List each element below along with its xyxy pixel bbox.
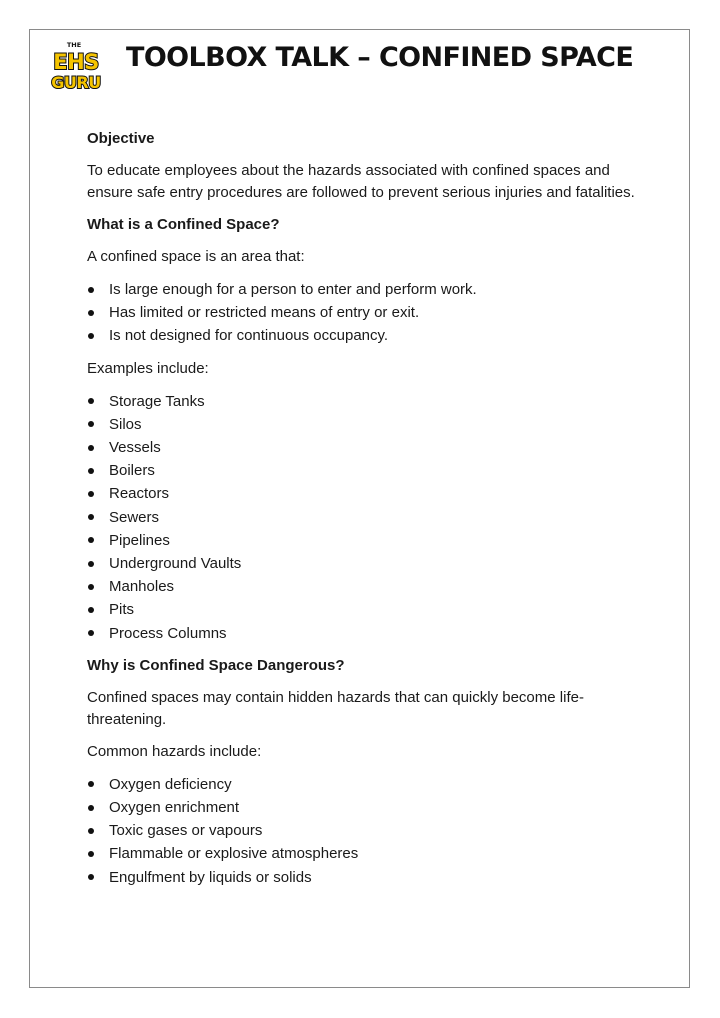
bullet-icon bbox=[88, 874, 94, 880]
list-item-text: Flammable or explosive atmospheres bbox=[109, 845, 359, 863]
bullet-icon bbox=[88, 445, 94, 451]
list-item bbox=[87, 459, 647, 482]
svg-text:GURU: GURU bbox=[51, 73, 101, 92]
list-item-text: Vessels bbox=[109, 439, 161, 457]
what-heading: What is a Confined Space? bbox=[87, 216, 280, 233]
bullet-icon bbox=[88, 607, 94, 613]
bullet-icon bbox=[88, 287, 94, 293]
bullet-icon bbox=[88, 561, 94, 567]
list-item-text: Has limited or restricted means of entry or exit. bbox=[109, 304, 420, 322]
list-item bbox=[87, 819, 647, 842]
list-item-text: Is not designed for continuous occupancy. bbox=[109, 327, 389, 345]
list-item bbox=[87, 529, 647, 552]
bullet-icon bbox=[88, 310, 94, 316]
list-item bbox=[87, 301, 647, 324]
svg-text:EHS: EHS bbox=[53, 50, 99, 74]
what-intro: A confined space is an area that: bbox=[87, 248, 305, 265]
list-item-text: Boilers bbox=[109, 462, 155, 480]
list-item bbox=[87, 866, 647, 889]
list-item bbox=[87, 482, 647, 505]
bullet-icon bbox=[88, 781, 94, 787]
list-item-text: Storage Tanks bbox=[109, 392, 205, 410]
definition-list bbox=[87, 278, 647, 348]
list-item-text: Engulfment by liquids or solids bbox=[109, 868, 312, 886]
list-item bbox=[87, 598, 647, 621]
list-item-text: Is large enough for a person to enter and perform work. bbox=[109, 281, 477, 298]
list-item bbox=[87, 842, 647, 865]
bullet-icon bbox=[88, 421, 94, 427]
hazards-list bbox=[87, 773, 647, 889]
list-item-text: Manholes bbox=[109, 578, 175, 596]
svg-text:THE: THE bbox=[66, 41, 82, 49]
list-item-text: Oxygen deficiency bbox=[109, 775, 232, 793]
page-title: TOOLBOX TALK – CONFINED SPACE bbox=[126, 42, 634, 73]
list-item bbox=[87, 796, 647, 819]
bullet-icon bbox=[88, 491, 94, 497]
list-item bbox=[87, 278, 647, 301]
objective-text: To educate employees about the hazards associated with confined spaces and ensure safe entry procedures are followed to prevent serious injuries and fatalities. bbox=[87, 162, 635, 201]
list-item bbox=[87, 506, 647, 529]
bullet-icon bbox=[88, 398, 94, 404]
list-item-text: Toxic gases or vapours bbox=[109, 822, 263, 840]
examples-intro: Examples include: bbox=[87, 359, 209, 377]
list-item-text: Process Columns bbox=[109, 624, 227, 642]
list-item bbox=[87, 390, 647, 413]
list-item bbox=[87, 436, 647, 459]
list-item-text: Pipelines bbox=[109, 531, 170, 549]
why-text: Confined spaces may contain hidden hazards that can quickly become life-threatening. bbox=[87, 688, 584, 728]
list-item-text: Pits bbox=[109, 601, 135, 619]
list-item-text: Silos bbox=[109, 415, 142, 433]
list-item-text: Oxygen enrichment bbox=[109, 799, 240, 817]
list-item bbox=[87, 552, 647, 575]
document-body bbox=[87, 128, 647, 899]
why-heading: Why is Confined Space Dangerous? bbox=[87, 656, 345, 674]
bullet-icon bbox=[88, 333, 94, 339]
list-item-text: Sewers bbox=[109, 508, 160, 526]
bullet-icon bbox=[88, 514, 94, 520]
list-item bbox=[87, 622, 647, 645]
ehs-guru-logo bbox=[47, 40, 105, 92]
hazards-intro: Common hazards include: bbox=[87, 742, 262, 760]
bullet-icon bbox=[88, 468, 94, 474]
examples-list bbox=[87, 390, 647, 645]
bullet-icon bbox=[88, 828, 94, 834]
list-item-text: Reactors bbox=[109, 485, 170, 503]
list-item bbox=[87, 575, 647, 598]
bullet-icon bbox=[88, 630, 94, 636]
list-item bbox=[87, 413, 647, 436]
list-item bbox=[87, 324, 647, 347]
bullet-icon bbox=[88, 805, 94, 811]
objective-heading: Objective bbox=[87, 130, 155, 147]
list-item-text: Underground Vaults bbox=[109, 555, 242, 573]
bullet-icon bbox=[88, 537, 94, 543]
bullet-icon bbox=[88, 584, 94, 590]
bullet-icon bbox=[88, 851, 94, 857]
list-item bbox=[87, 773, 647, 796]
